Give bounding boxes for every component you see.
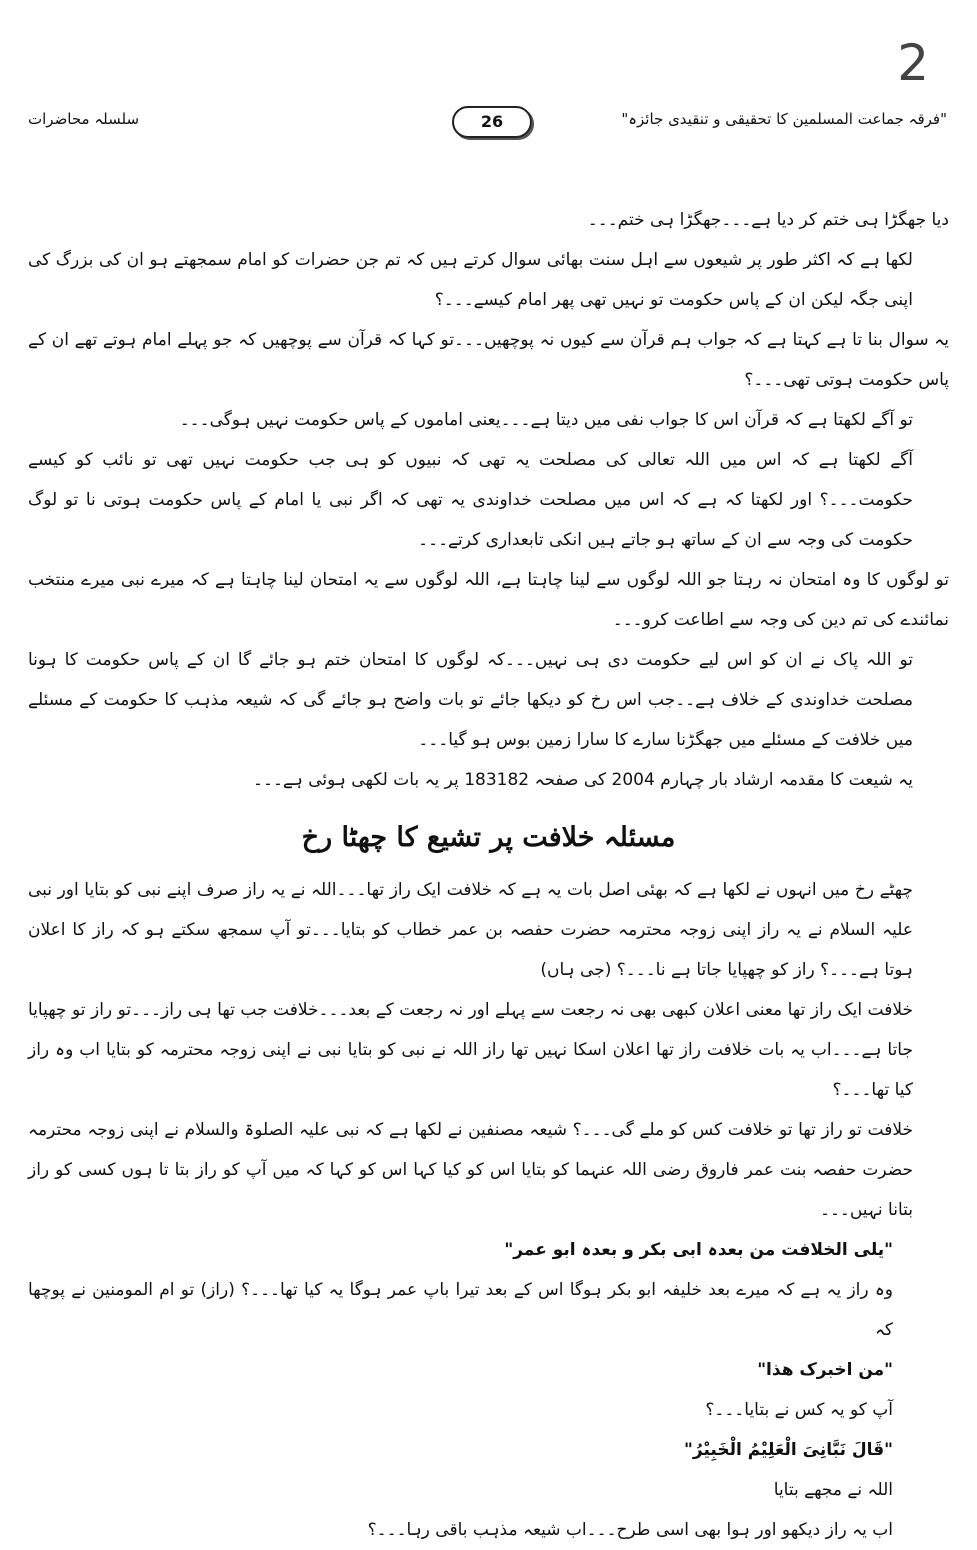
paragraph: خلافت تو راز تھا تو خلافت کس کو ملے گی۔۔۔؟ شیعہ مصنفین نے لکھا ہے کہ نبی علیہ الصلوۃ والسلام نے اپنی زوجہ محترمہ حضرت حفصہ بنت عمر فاروق رضی اللہ عنہما کو بتایا اس کو کیا کہا اس کو کہا کہ میں آپ کو راز بتا تا ہوں کسی کو راز بتانا نہیں۔۔۔ xyxy=(28,1120,913,1220)
paragraph: آپ کو یہ کس نے بتایا۔۔۔؟ xyxy=(705,1400,893,1420)
paragraph: یہ شیعت کا مقدمہ ارشاد بار چہارم 2004 کی صفحہ 183182 پر یہ بات لکھی ہوئی ہے۔۔۔ xyxy=(253,770,913,790)
arabic-quote: "یلی الخلافت من بعدہ ابی بکر و بعدہ ابو عمر" xyxy=(504,1240,893,1260)
paragraph: تو لوگوں کا وہ امتحان نہ رہتا جو اللہ لوگوں سے لینا چاہتا ہے، اللہ لوگوں سے یہ امتحان لینا چاہتا ہے کہ میرے نبی میرے منتخب نمائندے کی تم دین کی وجہ سے اطاعت کرو۔۔۔ xyxy=(28,570,949,630)
paragraph: آگے لکھتا ہے کہ اس میں اللہ تعالی کی مصلحت یہ تھی کہ نبیوں کو ہی جب حکومت نہیں تھی تو نائب کو کیسے حکومت۔۔۔؟ اور لکھتا کہ ہے کہ اس میں مصلحت خداوندی یہ تھی کہ اگر نبی یا امام کے پاس حکومت ہوتی نا تو لوگ حکومت کی وجہ سے ان کے ساتھ ہو جاتے ہیں انکی تابعداری کرتے۔۔۔ xyxy=(28,450,913,550)
paragraph: وہ راز یہ ہے کہ میرے بعد خلیفہ ابو بکر ہوگا اس کے بعد تیرا باپ عمر ہوگا یہ کیا تھا۔۔۔؟ (راز) تو ام المومنین نے پوچھا کہ xyxy=(28,1280,893,1340)
arabic-quote: "من اخبرک ھذا" xyxy=(757,1360,893,1380)
paragraph: تو آگے لکھتا ہے کہ قرآن اس کا جواب نفی میں دیتا ہے۔۔۔یعنی اماموں کے پاس حکومت نہیں ہوگی۔۔۔ xyxy=(179,410,913,430)
paragraph: دیا جھگڑا ہی ختم کر دیا ہے۔۔۔جھگڑا ہی ختم۔۔۔ xyxy=(587,210,949,230)
paragraph: چھٹے رخ میں انہوں نے لکھا ہے کہ بھئی اصل بات یہ ہے کہ خلافت ایک راز تھا۔۔۔اللہ نے یہ راز صرف اپنے نبی کو بتایا اور نبی علیہ السلام نے یہ راز اپنی زوجہ محترمہ حضرت حفصہ بن عمر خطاب کو بتایا۔۔۔تو آپ سمجھ سکتے ہو کہ راز کا اعلان ہوتا ہے۔۔۔؟ راز کو چھپایا جاتا ہے نا۔۔۔؟ (جی ہاں) xyxy=(28,880,913,980)
page-label-badge: 26 xyxy=(452,106,532,138)
paragraph: لکھا ہے کہ اکثر طور پر شیعوں سے اہل سنت بھائی سوال کرتے ہیں کہ تم جن حضرات کو امام سمجھتے ہو ان کی بزرگ کی اپنی جگہ لیکن ان کے پاس حکومت تو نہیں تھی پھر امام کیسے۔۔۔؟ xyxy=(28,250,913,310)
paragraph: تو اللہ پاک نے ان کو اس لیے حکومت دی ہی نہیں۔۔۔کہ لوگوں کا امتحان ختم ہو جائے گا ان کے پاس حکومت کا ہونا مصلحت خداوندی کے خلاف ہے۔۔جب اس رخ کو دیکھا جائے تو بات واضح ہو جائے گی کہ شیعہ مذہب کا حکومت کے مسئلے میں خلافت کے مسئلے میں جھگڑنا سارے کا سارا زمین بوس ہو گیا۔۔۔ xyxy=(28,650,913,750)
book-title: "فرقہ جماعت المسلمین کا تحقیقی و تنقیدی جائزہ" xyxy=(621,110,947,128)
paragraph: اللہ نے مجھے بتایا xyxy=(773,1480,893,1500)
paragraph: اب یہ راز دیکھو اور ہوا بھی اسی طرح۔۔۔اب شیعہ مذہب باقی رہا۔۔۔؟ xyxy=(367,1520,893,1540)
paragraph: یہ سوال بنا تا ہے کہتا ہے کہ جواب ہم قرآن سے کیوں نہ پوچھیں۔۔۔تو کہا کہ قرآن سے پوچھیں کہ جو پہلے امام ہوتے تھے ان کے پاس حکومت ہوتی تھی۔۔۔؟ xyxy=(28,330,949,390)
page-body xyxy=(28,200,949,1550)
arabic-quote: "قَالَ نَبَّانِیَ الْعَلِیْمُ الْخَبِیْرُ" xyxy=(684,1440,893,1460)
series-title: سلسلہ محاضرات xyxy=(28,110,140,128)
section-heading: مسئلہ خلافت پر تشیع کا چھٹا رخ xyxy=(301,822,676,853)
page-number: 2 xyxy=(897,34,929,92)
paragraph: خلافت ایک راز تھا معنی اعلان کبھی بھی نہ رجعت سے پہلے اور نہ رجعت کے بعد۔۔۔خلافت جب تھا ہی راز۔۔۔تو راز تو چھپایا جاتا ہے۔۔۔اب یہ بات خلافت راز تھا اعلان اسکا نہیں تھا راز اللہ نے نبی کو بتایا نبی نے اپنی زوجہ محترمہ کو بتایا اب وہ راز کیا تھا۔۔۔؟ xyxy=(28,1000,913,1100)
